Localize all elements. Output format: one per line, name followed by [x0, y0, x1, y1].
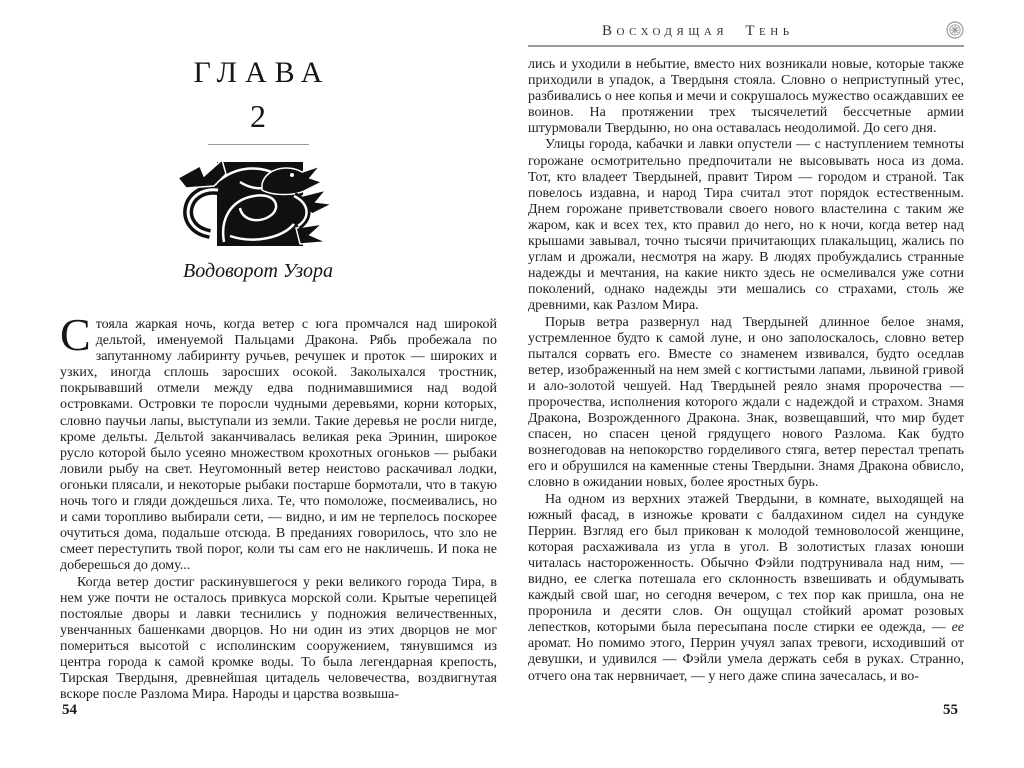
rosette-circle-icon	[946, 21, 964, 39]
chapter-rule-divider	[208, 144, 309, 145]
chapter-title: Водоворот Узора	[183, 260, 333, 282]
emphasized-word: ее	[951, 620, 964, 636]
paragraph	[528, 492, 964, 685]
page-left	[60, 0, 497, 768]
dragon-chapter-ornament-icon	[170, 156, 348, 254]
paragraph-text: На одном из верхних этажей Твердыни, в комнате, выходящей на южный фасад, в изножье кровати с балдахином сидел на сундуке Перрин. Взгляд его был прикован к молодой темноволосой женщине, которая расхаживала из угла в угол. В золотистых глазах юноши читалась настороженность. Обычно Фэйли подтрунивала над ним, — видно, ее слегка потешала его склонность взвешивать и обдумывать каждый свой шаг, но сегодня вечером, с тех пор как пришла, она не проронила и десяти слов. Он ощущал стойкий аромат розовых лепестков, которыми была пересыпана после стирки ее одежда, —	[528, 491, 964, 636]
paragraph-text: аромат. Но помимо этого, Перрин учуял запах тревоги, исходивший от девушки, и удивился — Фэйли умела держать себя в руках. Странно, отчего она так нервничает, — у него даже спина зачесалась, и во-	[528, 636, 964, 684]
right-page-text-column	[528, 57, 964, 685]
left-page-text-column	[60, 309, 497, 703]
running-head-title: Восходящая Тень	[602, 23, 794, 39]
page-number-left: 54	[62, 702, 77, 718]
page-number-right: 55	[943, 702, 958, 718]
running-head-rule	[528, 45, 964, 47]
paragraph: Когда ветер достиг раскинувшегося у реки великого города Тира, в нем уже почти не осталось привкуса морской соли. Крытые черепицей постоялые дворы и лавки теснились у подножия величественных, увенчанных башенками дворцов. Но ни один из этих дворцов не мог помериться высотой с исполинским сооружением, тянувшимся из центра города к самой кромке воды. То была легендарная крепость, Тирская Твердыня, древнейшая цитадель человечества, воздвигнутая вскоре после Разлома Мира. Народы и царства возвыша-	[60, 574, 497, 703]
paragraph: Порыв ветра развернул над Твердыней длинное белое знамя, устремленное будто к самой луне, и оно заполоскалось, словно ветер пытался сорвать его. Вместе со знаменем извивался, будто оседлав ветер, изображенный на нем змей с когтистыми лапами, львиной гривой и ало-золотой чешуей. Над Твердыней реяло знамя пророчества — пророчества, исполнения которого ждали с надеждой и страхом. Знамя Дракона, Возрожденного Дракона. Знак, возвещавший, что мир будет спасен, но спасен ценой грядущего нового Разлома. Как будто вознегодовав на непокорство горделивого стяга, ветер перестал трепать его и обрушился на каменные стены Твердыни. Знамя Дракона обвисло, словно в ожидании новых, более яростных бурь.	[528, 314, 964, 491]
chapter-label: ГЛАВА	[193, 56, 331, 89]
paragraph-text: тояла жаркая ночь, когда ветер с юга промчался над широкой дельтой, именуемой Пальцами Дракона. Рябь пробежала по запутанному лабиринту ручьев, речушек и проток — широких и узких, иногда сплошь заросших осокой. Заколыхался тростник, покрывавший отмели между едва поднимавшимися над водой островками. Островки те поросли чудными деревьями, корни которых, словно паучьи лапы, выступали из земли. Такие деревья не росли нигде, кроме дельты. Дельтой заканчивалась великая река Эринин, широкое русло которой было усеяно множеством крохотных огоньков — рыбаки ловили рыбу на свет. Неугомонный ветер неистово раскачивал лодки, огоньки плясали, и некоторые рыбаки постарше бормотали, что в такую ночь того и гляди дождешься лиха. Те, что помоложе, посмеивались, но и сами торопливо выбирали сети, — видно, и им не терпелось поскорее очутиться дома, подальше отсюда. В преданиях говорилось, что зло не смеет переступить твой порог, коли ты сам его не накличешь. И пока не доберешься до дому...	[60, 317, 497, 574]
page-right	[528, 0, 964, 768]
paragraph: Улицы города, кабачки и лавки опустели — с наступлением темноты горожане осмотрительно предпочитали не высовывать носа из дома. Тот, кто владеет Твердыней, правит Тиром — городом и страной. Так повелось издавна, и народ Тира считал этот порядок естественным. Днем горожане приветствовали своего нового властелина с таким же жаром, как и всех тех, кто правил до него, но к ночи, когда ветер над крышами завывал, точно тысячи причитающих плакальщиц, жались по углам и дрожали, несмотря на жару. В людях пробуждались странные надежды и мечтания, на какие никто здесь не осмеливался уже сотни поколений, однако надежды эти мешались со страхами, столь же древними, как Разлом Мира.	[528, 137, 964, 314]
chapter-number: 2	[250, 98, 266, 134]
paragraph: лись и уходили в небытие, вместо них возникали новые, которые также приходили в упадок, а Твердыня стояла. Словно о неприступный утес, разбивались о нее копья и мечи и сокрушалось мужество осаждавших ее воинов. На протяжении трех тысячелетий бессчетные армии штурмовали Твердыню, но она оставалась неодолимой. До сего дня.	[528, 57, 964, 137]
paragraph	[60, 309, 497, 575]
dropcap-letter: С	[60, 309, 91, 360]
